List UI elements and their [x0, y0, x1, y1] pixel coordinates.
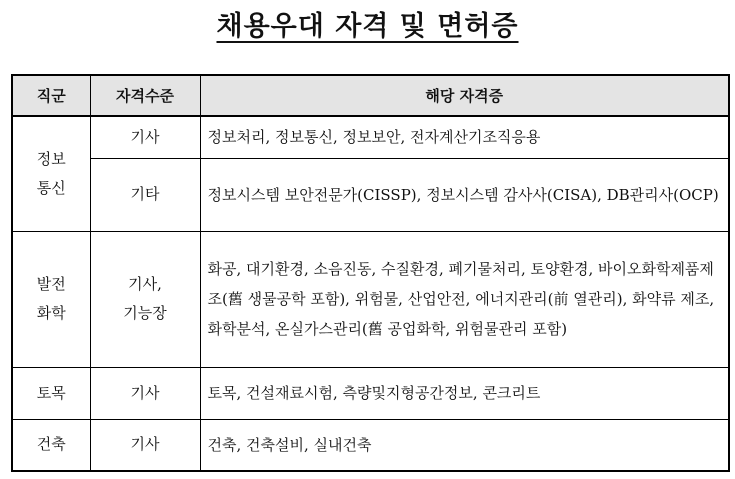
page-title-text: 채용우대 자격 및 면허증	[216, 11, 519, 42]
table-row	[12, 419, 729, 471]
level-label: 기능장	[123, 304, 167, 322]
level-cell	[90, 419, 200, 471]
category-cell	[12, 116, 90, 231]
level-cell	[90, 158, 200, 231]
category-label: 발전	[36, 275, 66, 293]
certificates-cell: 화공, 대기환경, 소음진동, 수질환경, 폐기물처리, 토양환경, 바이오화학제품제조(舊 생물공학 포함), 위험물, 산업안전, 에너지관리(前 열관리), 화약류 제조, 화학분석, 온실가스관리(舊 공업화학, 위험물관리 포함)	[200, 231, 729, 367]
header-job-group: 직군	[12, 75, 90, 116]
header-certificates: 해당 자격증	[200, 75, 729, 116]
category-label: 통신	[36, 178, 66, 197]
table-row	[12, 158, 729, 231]
level-label: 기사	[130, 435, 160, 454]
category-label: 화학	[36, 304, 66, 322]
category-label: 토목	[36, 383, 66, 402]
certificates-cell: 토목, 건설재료시험, 측량및지형공간정보, 콘크리트	[200, 367, 729, 419]
certification-table	[11, 74, 730, 472]
level-cell	[90, 116, 200, 158]
level-label: 기타	[130, 185, 160, 203]
category-cell	[12, 231, 90, 367]
certificates-cell: 정보처리, 정보통신, 정보보안, 전자계산기조직응용	[200, 116, 729, 158]
level-label: 기사	[130, 383, 160, 402]
table-row	[12, 367, 729, 419]
table-row	[12, 116, 729, 158]
header-qualification-level: 자격수준	[90, 75, 200, 116]
category-cell	[12, 419, 90, 471]
category-label: 정보	[36, 149, 66, 168]
table-header-row	[12, 75, 729, 116]
certificates-cell: 건축, 건축설비, 실내건축	[200, 419, 729, 471]
table-row	[12, 231, 729, 367]
certificates-cell: 정보시스템 보안전문가(CISSP), 정보시스템 감사사(CISA), DB관리사(OCP)	[200, 158, 729, 231]
category-cell	[12, 367, 90, 419]
category-label: 건축	[36, 435, 66, 454]
level-label: 기사,	[128, 275, 162, 293]
level-cell	[90, 367, 200, 419]
level-cell	[90, 231, 200, 367]
page-title	[0, 4, 735, 43]
level-label: 기사	[130, 127, 160, 146]
